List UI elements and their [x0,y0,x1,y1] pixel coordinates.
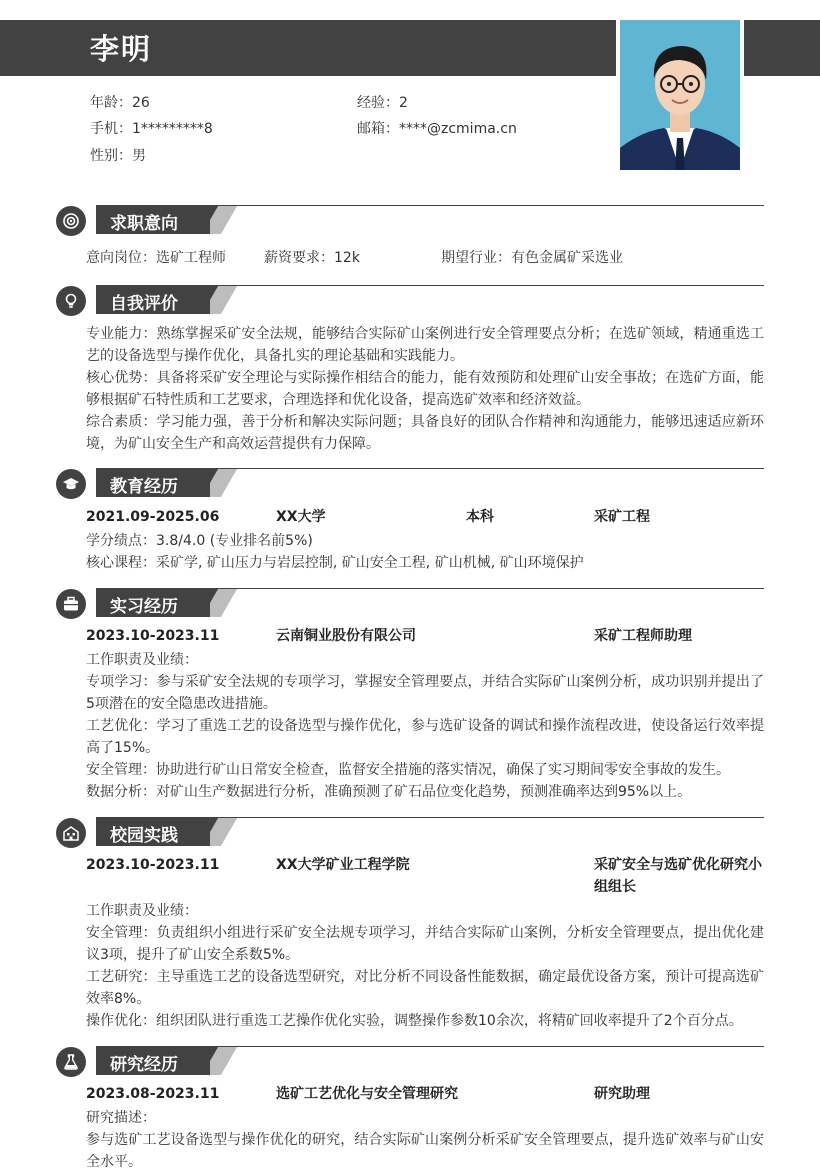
target-icon [56,206,86,236]
experience-label: 经验： [357,95,399,111]
campus-item-3: 操作优化：组织团队进行重选工艺操作优化实验，调整操作参数10余次，将精矿回收率提升了2个百分点。 [86,1013,743,1029]
self-eval-advantage: 核心优势：具备将采矿安全理论与实际操作相结合的能力，能有效预防和处理矿山安全事故；在选矿方面，能够根据矿石特性质和工艺要求，合理选择和优化设备，提高选矿效率和经济效益。 [86,370,764,408]
profile-photo [620,20,740,170]
campus-date: 2023.10-2023.11 [86,857,220,873]
campus-item-1: 安全管理：负责组织小组进行采矿安全法规专项学习，并结合实际矿山案例，分析安全管理要点，提出优化建议3项，提升了矿山安全系数5%。 [86,925,764,963]
internship-item-4: 数据分析：对矿山生产数据进行分析，准确预测了矿石品位变化趋势，预测准确率达到95%以上。 [86,784,692,800]
section-title: 实习经历 [110,597,178,617]
age-field [90,92,150,112]
phone-field [90,118,213,138]
internship-item-1: 专项学习：参与采矿安全法规的专项学习，掌握安全管理要点，并结合实际矿山案例分析，成功识别并提出了5项潜在的安全隐患改进措施。 [86,674,764,712]
experience-value: 2 [399,95,408,111]
intent-salary: 薪资要求：12k [264,250,360,266]
self-eval-quality: 综合素质：学习能力强，善于分析和解决实际问题；具备良好的团队合作精神和沟通能力，能够迅速适应新环境，为矿山安全生产和高效运营提供有力保障。 [86,414,764,452]
briefcase-icon [56,589,86,619]
section-header-self [56,285,764,315]
education-courses: 核心课程：采矿学, 矿山压力与岩层控制, 矿山安全工程, 矿山机械, 矿山环境保护 [86,555,584,571]
email-label: 邮箱： [357,121,399,137]
campus-intro: 工作职责及业绩： [86,903,198,919]
research-role: 研究助理 [594,1086,650,1102]
research-project: 选矿工艺优化与安全管理研究 [276,1086,458,1102]
education-major: 采矿工程 [594,509,650,525]
internship-item-3: 安全管理：协助进行矿山日常安全检查，监督安全措施的落实情况，确保了实习期间零安全事故的发生。 [86,762,730,778]
internship-intro: 工作职责及业绩： [86,652,198,668]
self-eval-professional: 专业能力：熟练掌握采矿安全法规，能够结合实际矿山案例进行安全管理要点分析；在选矿领域，精通重选工艺的设备选型与操作优化，具备扎实的理论基础和实践能力。 [86,326,764,364]
section-header-internship [56,588,764,618]
candidate-name: 李明 [90,32,153,66]
email-field [357,118,517,138]
age-label: 年龄： [90,95,132,111]
internship-item-2: 工艺优化：学习了重选工艺的设备选型与操作优化，参与选矿设备的调试和操作流程改进，使设备运行效率提高了15%。 [86,718,764,756]
research-intro: 研究描述： [86,1110,156,1126]
phone-value: 1*********8 [132,121,213,137]
intent-industry: 期望行业：有色金属矿采选业 [441,250,623,266]
education-date: 2021.09-2025.06 [86,509,220,525]
graduation-cap-icon [56,469,86,499]
building-icon [56,818,86,848]
section-header-research [56,1046,764,1076]
section-header-intent [56,205,764,235]
research-date: 2023.08-2023.11 [86,1086,220,1102]
gender-field [90,145,146,165]
section-title: 自我评价 [110,294,178,314]
email-value: ****@zcmima.cn [399,121,517,137]
age-value: 26 [132,95,150,111]
section-title: 求职意向 [110,214,178,234]
flask-icon [56,1047,86,1077]
campus-org: XX大学矿业工程学院 [276,857,410,873]
experience-field [357,92,408,112]
lightbulb-icon [56,286,86,316]
section-header-education [56,468,764,498]
education-degree: 本科 [466,509,494,525]
education-gpa: 学分绩点：3.8/4.0 (专业排名前5%) [86,533,313,549]
section-title: 教育经历 [110,477,178,497]
section-header-campus [56,817,764,847]
education-school: XX大学 [276,509,326,525]
internship-role: 采矿工程师助理 [594,628,692,644]
research-description: 参与选矿工艺设备选型与操作优化的研究，结合实际矿山案例分析采矿安全管理要点，提升选矿效率与矿山安全水平。 [86,1132,764,1170]
gender-label: 性别： [90,148,132,164]
phone-label: 手机： [90,121,132,137]
header-bar-right [744,20,820,76]
intent-position: 意向岗位：选矿工程师 [86,250,226,266]
section-title: 研究经历 [110,1055,178,1075]
campus-item-2: 工艺研究：主导重选工艺的设备选型研究，对比分析不同设备性能数据，确定最优设备方案，预计可提高选矿效率8%。 [86,969,764,1007]
gender-value: 男 [132,148,146,164]
internship-date: 2023.10-2023.11 [86,628,220,644]
internship-company: 云南铜业股份有限公司 [276,628,416,644]
section-title: 校园实践 [110,826,178,846]
campus-role: 采矿安全与选矿优化研究小组组长 [594,857,762,895]
